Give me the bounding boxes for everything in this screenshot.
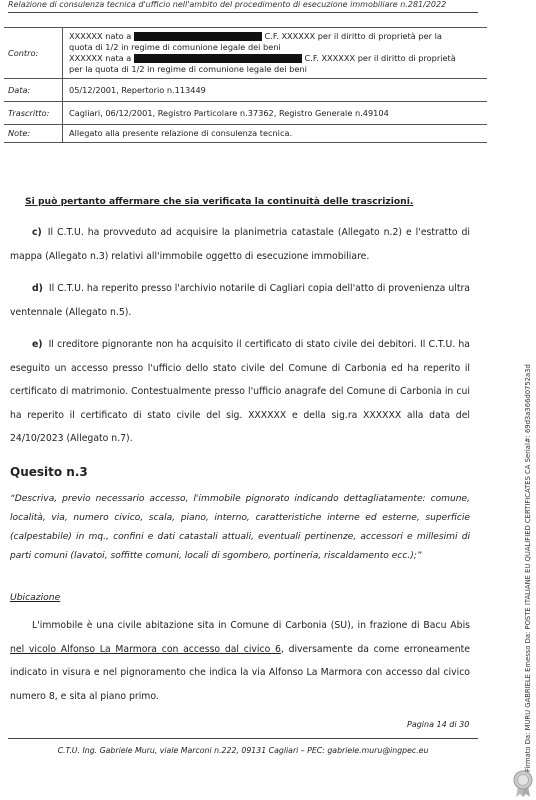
paragraph-label: e) [32,339,43,350]
note-value: Allegato alla presente relazione di consulenza tecnica. [63,125,488,143]
ubicazione-paragraph [10,614,470,708]
table-row [4,102,487,125]
contro-line: C.F. XXXXXX per il diritto di proprietà per la [264,31,442,41]
contro-line: C.F. XXXXXX per il diritto di proprietà [304,53,456,63]
certificate-seal-icon [510,770,536,798]
contro-value [63,28,488,79]
digital-signature-text: Firmato Da: MURU GABRIELE Emesso Da: POSTE ITALIANE EU QUALIFIED CERTIFICATES CA Serial#: 69d3a366d0752a3d [524,364,532,772]
contro-line: XXXXXX nata a [69,53,132,63]
paragraph-label: c) [32,227,42,238]
document-footer: C.T.U. Ing. Gabriele Muru, viale Marconi n.222, 09131 Cagliari – PEC: gabriele.muru@ingpec.eu [57,746,429,755]
note-label: Note: [4,125,63,143]
transcription-table [4,27,487,143]
paragraph-text: Il C.T.U. ha reperito presso l'archivio notarile di Cagliari copia dell'atto di provenienza ultra ventennale (Allegato n.5). [10,283,470,318]
ubicazione-underlined-text: nel vicolo Alfonso La Marmora con accesso dal civico 6 [10,643,281,655]
table-row [4,125,487,143]
paragraph-e [10,333,470,451]
quesito-title: Quesito n.3 [10,465,88,479]
ubicazione-text: L'immobile è una civile abitazione sita in Comune di Carbonia (SU), in frazione di Bacu Abis [32,620,470,631]
contro-line: quota di 1/2 in regime di comunione legale dei beni [69,42,281,52]
redaction-bar [134,32,262,41]
header-divider [8,12,478,13]
section-heading: Si può pertanto affermare che sia verificata la continuità delle trascrizioni. [25,196,414,207]
paragraph-text: Il C.T.U. ha provveduto ad acquisire la planimetria catastale (Allegato n.2) e l'estratto di mappa (Allegato n.3) relativi all'immobile oggetto di esecuzione immobiliare. [10,227,470,262]
data-value: 05/12/2001, Repertorio n.113449 [63,79,488,102]
ubicazione-title: Ubicazione [10,592,61,603]
contro-label: Contro: [4,28,63,79]
paragraph-c [10,221,470,268]
quesito-quote: “Descriva, previo necessario accesso, l'immobile pignorato indicando dettagliatamente: comune, località, via, numero civico, scala, piano, interno, caratteristiche interne ed esterne, superficie (calpestabile) in mq., confini e dati catastali attuali, eventuali pertinenze, accessori e millesimi di parti comuni (lavatoi, soffitte comuni, locali di sgombero, portineria, riscaldamento ecc.);” [10,494,470,561]
contro-line: XXXXXX nato a [69,31,132,41]
document-header: Relazione di consulenza tecnica d'ufficio nell'ambito del procedimento di esecuzione immobiliare n.281/2022 [8,0,447,9]
table-row [4,28,487,79]
footer-divider [8,738,478,739]
redaction-bar [134,54,302,63]
trascritto-label: Trascritto: [4,102,63,125]
ubicazione-text: , diversamente da come erroneamente indicato in visura e nel pignoramento che indica la via Alfonso La Marmora con accesso dal civico numero 8, e sita al piano primo. [10,643,470,702]
trascritto-value: Cagliari, 06/12/2001, Registro Particolare n.37362, Registro Generale n.49104 [63,102,488,125]
paragraph-d [10,277,470,324]
paragraph-label: d) [32,283,43,294]
paragraph-text: Il creditore pignorante non ha acquisito il certificato di stato civile dei debitori. Il C.T.U. ha eseguito un accesso presso l'ufficio dello stato civile del Comune di Carbonia ed ha reperito il certificato di matrimonio. Contestualmente presso l'ufficio anagrafe del Comune di Carbonia in cui ha reperito il certificato di stato civile del sig. XXXXXX e della sig.ra XXXXXX alla data del 24/10/2023 (Allegato n.7). [10,339,470,444]
page-number: Pagina 14 di 30 [407,720,470,729]
data-label: Data: [4,79,63,102]
contro-line: per la quota di 1/2 in regime di comunione legale dei beni [69,64,307,74]
table-row [4,79,487,102]
